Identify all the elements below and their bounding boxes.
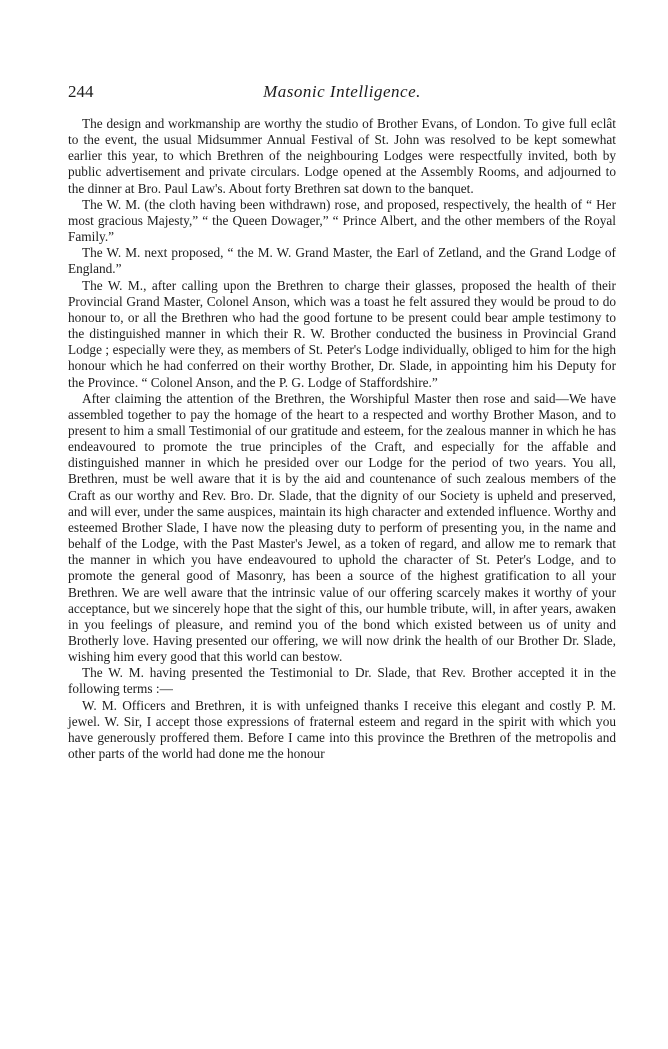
page-number: 244 [68, 82, 94, 101]
paragraph: After claiming the attention of the Brethren, the Worshipful Master then rose and said—We have assembled together to pay the homage of the heart to a respected and worthy Brother Mason, and to present to him a small Testimonial of our gratitude and esteem, for the zealous manner in which he has endeavoured to promote the true principles of the Craft, and especially for the affable and distinguished manner in which he presided over our Lodge for the period of two years. You all, Brethren, must be well aware that it is by the aid and countenance of such zealous members of the Craft as our worthy and Rev. Bro. Dr. Slade, that the dignity of our Society is upheld and preserved, and will ever, under the same auspices, maintain its high character and extended influence. Worthy and esteemed Brother Slade, I have now the pleasing duty to perform of presenting you, in the name and behalf of the Lodge, with the Past Master's Jewel, as a token of regard, and allow me to remark that the manner in which you have endeavoured to uphold the character of St. Peter's Lodge, and to promote the general good of Masonry, has been a source of the highest gratification to all your Brethren. We are well aware that the intrinsic value of our offering scarcely makes it worthy of your acceptance, but we sincerely hope that the sight of this, our humble tribute, will, in after years, awaken in you feelings of pleasure, and remind you of the bond which existed between us of unity and Brotherly love. Having presented our offering, we will now drink the health of our Brother Dr. Slade, wishing him every good that this world can bestow. [68, 390, 616, 665]
article-body [68, 116, 616, 762]
journal-page [68, 82, 616, 762]
paragraph: W. M. Officers and Brethren, it is with unfeigned thanks I receive this elegant and costly P. M. jewel. W. Sir, I accept those expressions of fraternal esteem and regard in the spirit with which you have generously proffered them. Before I came into this province the Brethren of the metropolis and other parts of the world had done me the honour [68, 697, 616, 762]
running-head: Masonic Intelligence. [263, 82, 421, 101]
paragraph: The design and workmanship are worthy the studio of Brother Evans, of London. To give full eclât to the event, the usual Midsummer Annual Festival of St. John was resolved to be kept somewhat earlier this year, to which Brethren of the neighbouring Lodges were respectfully invited, both by public advertisement and private circulars. Lodge opened at the Assembly Rooms, and adjourned to the dinner at Bro. Paul Law's. About forty Brethren sat down to the banquet. [68, 116, 616, 196]
paragraph: The W. M. (the cloth having been withdrawn) rose, and proposed, respectively, the health of “ Her most gracious Majesty,” “ the Queen Dowager,” “ Prince Albert, and the other members of the Royal Family.” [68, 196, 616, 245]
paragraph: The W. M., after calling upon the Brethren to charge their glasses, proposed the health of their Provincial Grand Master, Colonel Anson, which was a toast he felt assured they would be proud to do honour to, or all the Brethren who had the good fortune to be present could bear ample testimony to the distinguished manner in which their R. W. Brother conducted the business in Provincial Grand Lodge ; especially were they, as members of St. Peter's Lodge individually, obliged to him for the high honour which he had conferred on their worthy Brother, Dr. Slade, in appointing him his Deputy for the Province. “ Colonel Anson, and the P. G. Lodge of Staffordshire.” [68, 277, 616, 390]
page-header [68, 82, 616, 106]
paragraph: The W. M. having presented the Testimonial to Dr. Slade, that Rev. Brother accepted it in the following terms :— [68, 665, 616, 697]
paragraph: The W. M. next proposed, “ the M. W. Grand Master, the Earl of Zetland, and the Grand Lodge of England.” [68, 245, 616, 277]
